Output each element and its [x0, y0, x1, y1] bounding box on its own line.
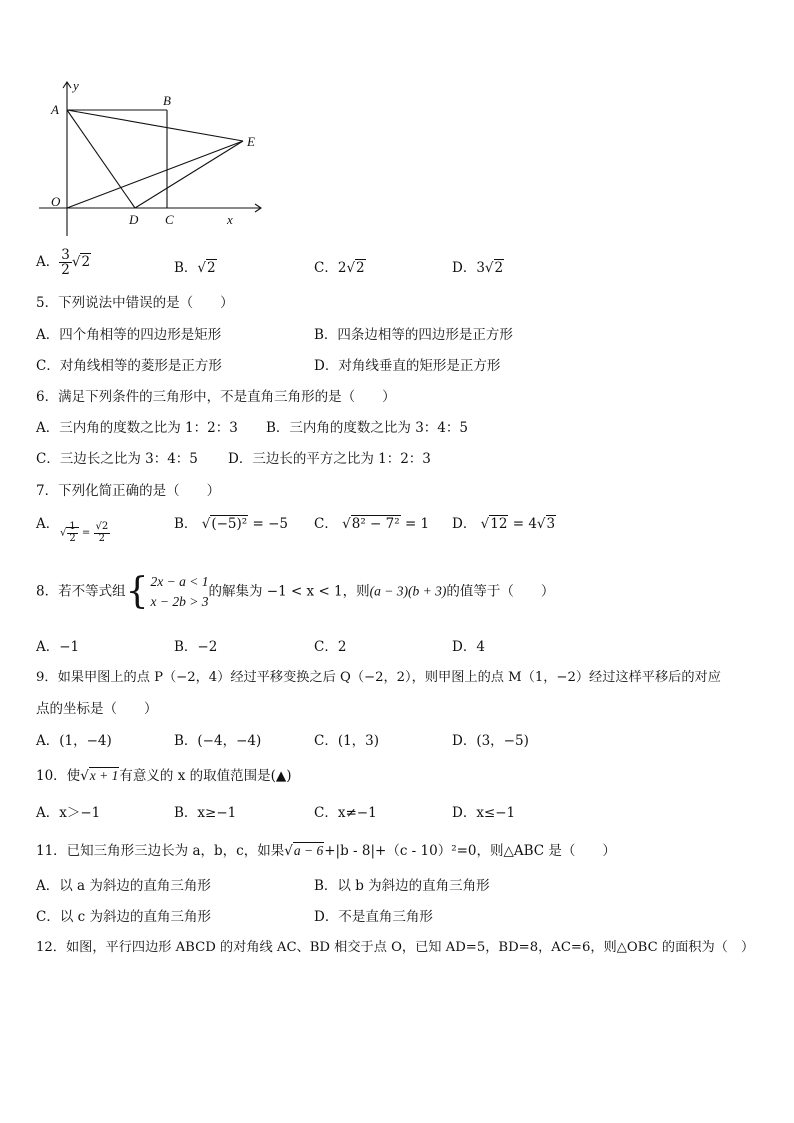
q7-option-b[interactable]: B． √(−5)² = −5: [174, 516, 288, 532]
q5-option-d[interactable]: D．对角线垂直的矩形是正方形: [314, 358, 501, 374]
label-B: B: [163, 93, 171, 108]
q6-option-d[interactable]: D．三边长的平方之比为 1：2：3: [228, 451, 431, 467]
q11-option-c[interactable]: C．以 c 为斜边的直角三角形: [36, 909, 211, 925]
q10-option-b[interactable]: B．x≥−1: [174, 805, 237, 821]
label-A: A: [51, 102, 59, 117]
q8-option-d[interactable]: D．4: [452, 639, 485, 655]
q9-stem-line1: 9．如果甲图上的点 P（−2，4）经过平移变换之后 Q（−2，2），则甲图上的点 M（1，−2）经过这样平移后的对应: [36, 670, 721, 685]
q7-option-a-expr: √ $\frac{1}{2}$ = $\frac{√2}{2}$: [60, 521, 109, 544]
q9-option-c[interactable]: C．(1，3): [314, 733, 380, 749]
q6-stem: 6．满足下列条件的三角形中，不是直角三角形的是（ ）: [36, 389, 396, 405]
q4-option-a[interactable]: A． $\frac{3}{2}$ √2: [36, 247, 91, 279]
q8-option-c[interactable]: C．2: [314, 639, 347, 655]
label-x: x: [227, 212, 233, 227]
q9-stem-line2: 点的坐标是（ ）: [36, 701, 158, 717]
q9-option-d[interactable]: D．(3，−5): [452, 733, 529, 749]
q8-option-a[interactable]: A．−1: [36, 639, 80, 655]
q11-option-b[interactable]: B．以 b 为斜边的直角三角形: [314, 878, 490, 894]
q5-option-c[interactable]: C．对角线相等的菱形是正方形: [36, 358, 222, 374]
q7-option-a[interactable]: A．: [36, 516, 60, 532]
label-D: D: [129, 212, 139, 227]
q4-option-c[interactable]: C．2√2: [314, 260, 365, 276]
q7-option-c[interactable]: C． √8² − 7² = 1: [314, 516, 430, 532]
fraction: $\frac{3}{2}$: [61, 247, 70, 279]
q5-option-b[interactable]: B．四条边相等的四边形是正方形: [314, 327, 513, 343]
q10-option-a[interactable]: A．x＞−1: [36, 805, 101, 821]
q4-option-b[interactable]: B．√2: [174, 260, 216, 276]
q6-option-b[interactable]: B．三内角的度数之比为 3：4：5: [266, 420, 468, 436]
q8-stem: 8．若不等式组{ 2x − a < 1 x − 2b > 3 的解集为 −1 < x < 1，则(a − 3)(b + 3)的值等于（ ）: [36, 571, 555, 612]
q7-option-d[interactable]: D． √12 = 4√3: [452, 516, 556, 532]
label-E: E: [247, 134, 255, 149]
q11-option-d[interactable]: D．不是直角三角形: [314, 909, 433, 925]
q6-option-a[interactable]: A．三内角的度数之比为 1：2：3: [36, 420, 238, 436]
q12-stem: 12．如图，平行四边形 ABCD 的对角线 AC、BD 相交于点 O，已知 AD=5，BD=8，AC=6，则△OBC 的面积为（ ）: [36, 940, 755, 955]
q10-option-d[interactable]: D．x≤−1: [452, 805, 516, 821]
q4-option-d[interactable]: D．3√2: [452, 260, 504, 276]
q11-option-a[interactable]: A．以 a 为斜边的直角三角形: [36, 878, 211, 894]
label-y: y: [73, 78, 79, 93]
q8-option-b[interactable]: B．−2: [174, 639, 218, 655]
geometry-figure: [35, 78, 265, 240]
label-O: O: [51, 194, 61, 209]
q11-stem: 11．已知三角形三边长为 a，b，c，如果√a − 6+|b - 8|+（c - 10）²=0，则△ABC 是（ ）: [36, 843, 616, 859]
q5-stem: 5．下列说法中错误的是（ ）: [36, 295, 234, 311]
q7-stem: 7．下列化简正确的是（ ）: [36, 483, 221, 499]
q9-option-b[interactable]: B．(−4，−4): [174, 733, 262, 749]
q9-option-a[interactable]: A．(1，−4): [36, 733, 112, 749]
q5-option-a[interactable]: A．四个角相等的四边形是矩形: [36, 327, 222, 343]
label-C: C: [165, 212, 174, 227]
q10-stem: 10．使√x + 1有意义的 x 的取值范围是(▲): [36, 768, 292, 784]
q10-option-c[interactable]: C．x≠−1: [314, 805, 377, 821]
q6-option-c[interactable]: C．三边长之比为 3：4：5: [36, 451, 198, 467]
